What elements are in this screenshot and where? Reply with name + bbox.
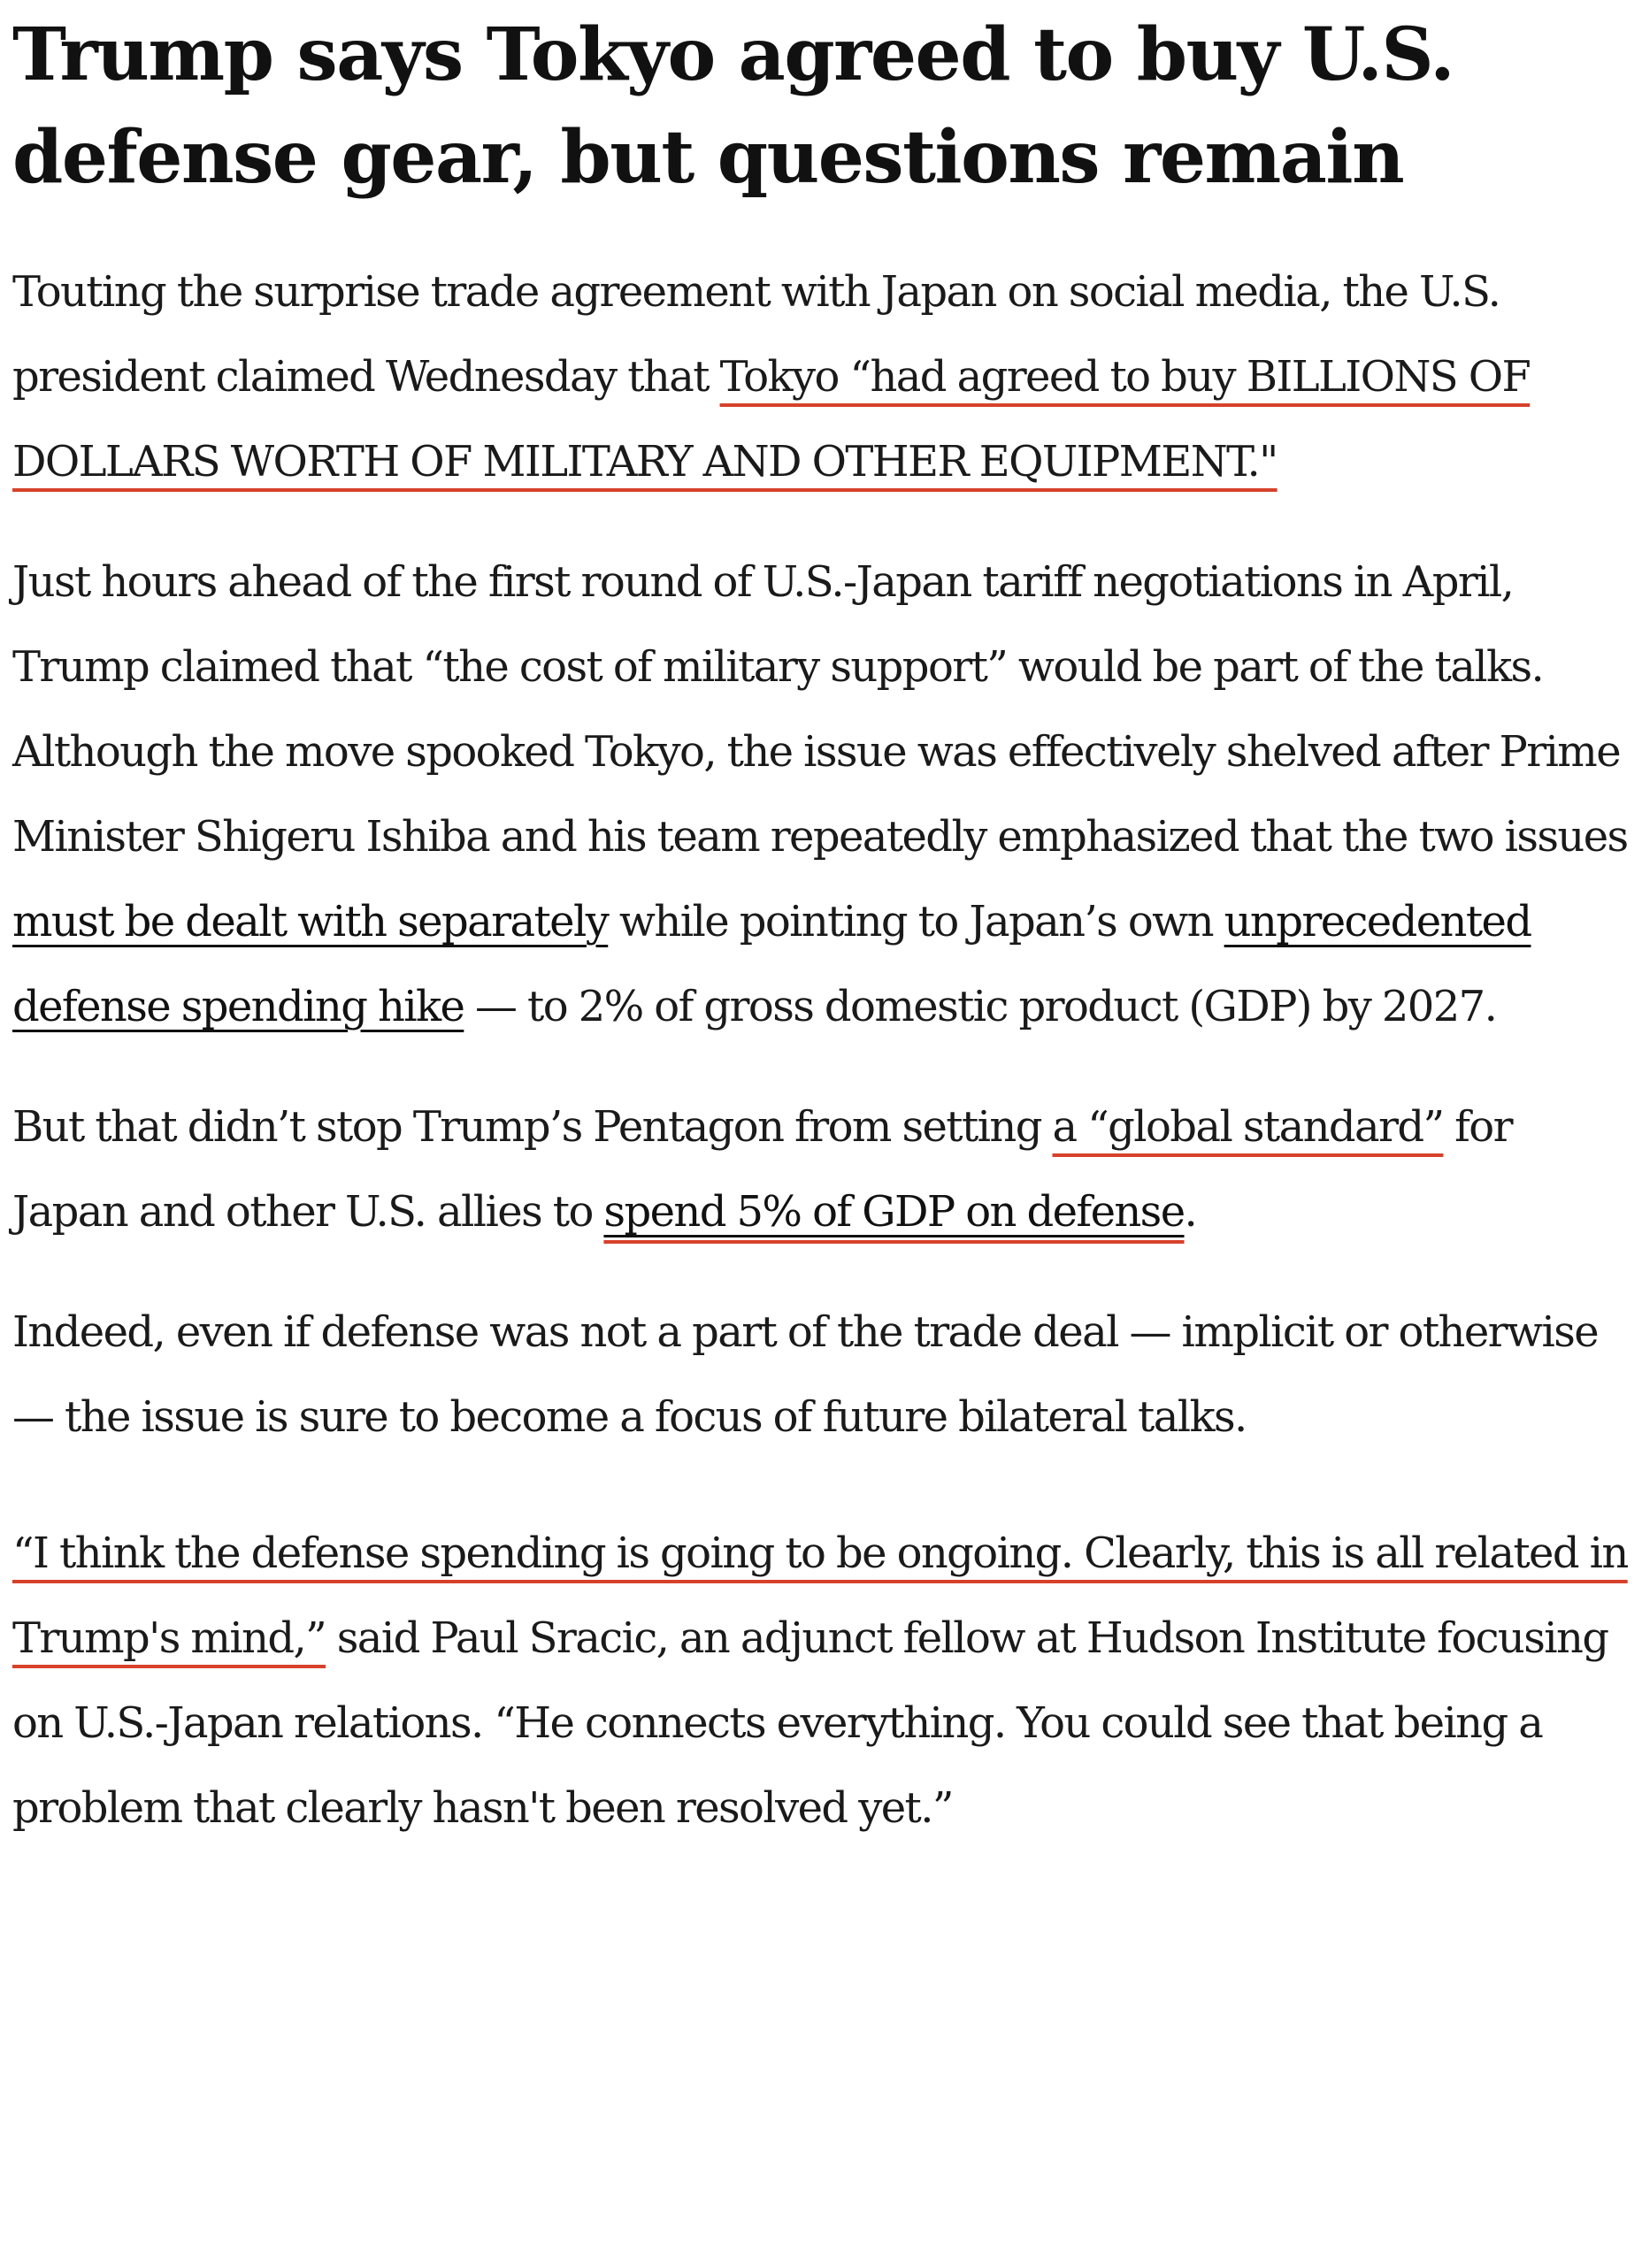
article <box>12 0 1631 1850</box>
highlighted-link-wrap <box>603 1187 1184 1237</box>
paragraph-2-text-1: Just hours ahead of the first round of U.S.-Japan tariff negotiations in April, Trump claimed that “the cost of military support” would be part of the talks. Although the move spooked Tokyo, the issue was effectively shelved after Prime Minister Shigeru Ishiba and his team repeatedly emphasized that the two issues <box>12 557 1628 862</box>
paragraph-1 <box>12 249 1631 504</box>
paragraph-5 <box>12 1511 1631 1850</box>
highlighted-quote-sracic: “I think the defense spending is going to be ongoing. Clearly, this is all related in Trump's mind,” <box>12 1529 1628 1663</box>
headline: Trump says Tokyo agreed to buy U.S. defense gear, but questions remain <box>12 12 1454 200</box>
paragraph-3-text-3: . <box>1184 1187 1197 1237</box>
link-dealt-separately[interactable]: must be dealt with separately <box>12 897 609 946</box>
paragraph-3-text-1: But that didn’t stop Trump’s Pentagon from setting <box>12 1102 1053 1152</box>
link-defense-spending-hike[interactable]: unprecedented defense spending hike <box>12 897 1531 1031</box>
highlighted-quote-equipment: Tokyo “had agreed to buy BILLIONS OF DOLLARS WORTH OF MILITARY AND OTHER EQUIPMENT." <box>12 352 1531 487</box>
paragraph-2-text-2: while pointing to Japan’s own <box>608 897 1224 946</box>
paragraph-5-text-1: said Paul Sracic, an adjunct fellow at Hudson Institute focusing on U.S.-Japan relations. “He connects everything. You could see that being a problem that clearly hasn't been resolved yet.” <box>12 1613 1608 1833</box>
paragraph-3 <box>12 1084 1631 1254</box>
paragraph-2 <box>12 540 1631 1049</box>
paragraph-4: Indeed, even if defense was not a part of the trade deal — implicit or otherwise — the issue is sure to become a focus of future bilateral talks. <box>12 1307 1599 1442</box>
paragraph-2-text-3: — to 2% of gross domestic product (GDP) by 2027. <box>464 982 1497 1031</box>
paragraph-1-text-1: Touting the surprise trade agreement with Japan on social media, the U.S. president claimed Wednesday that <box>12 267 1500 402</box>
link-spend-5-percent[interactable]: spend 5% of GDP on defense <box>603 1187 1185 1237</box>
highlighted-global-standard: a “global standard” <box>1052 1102 1444 1152</box>
paragraph-3-text-2: for Japan and other U.S. allies to <box>12 1102 1512 1237</box>
